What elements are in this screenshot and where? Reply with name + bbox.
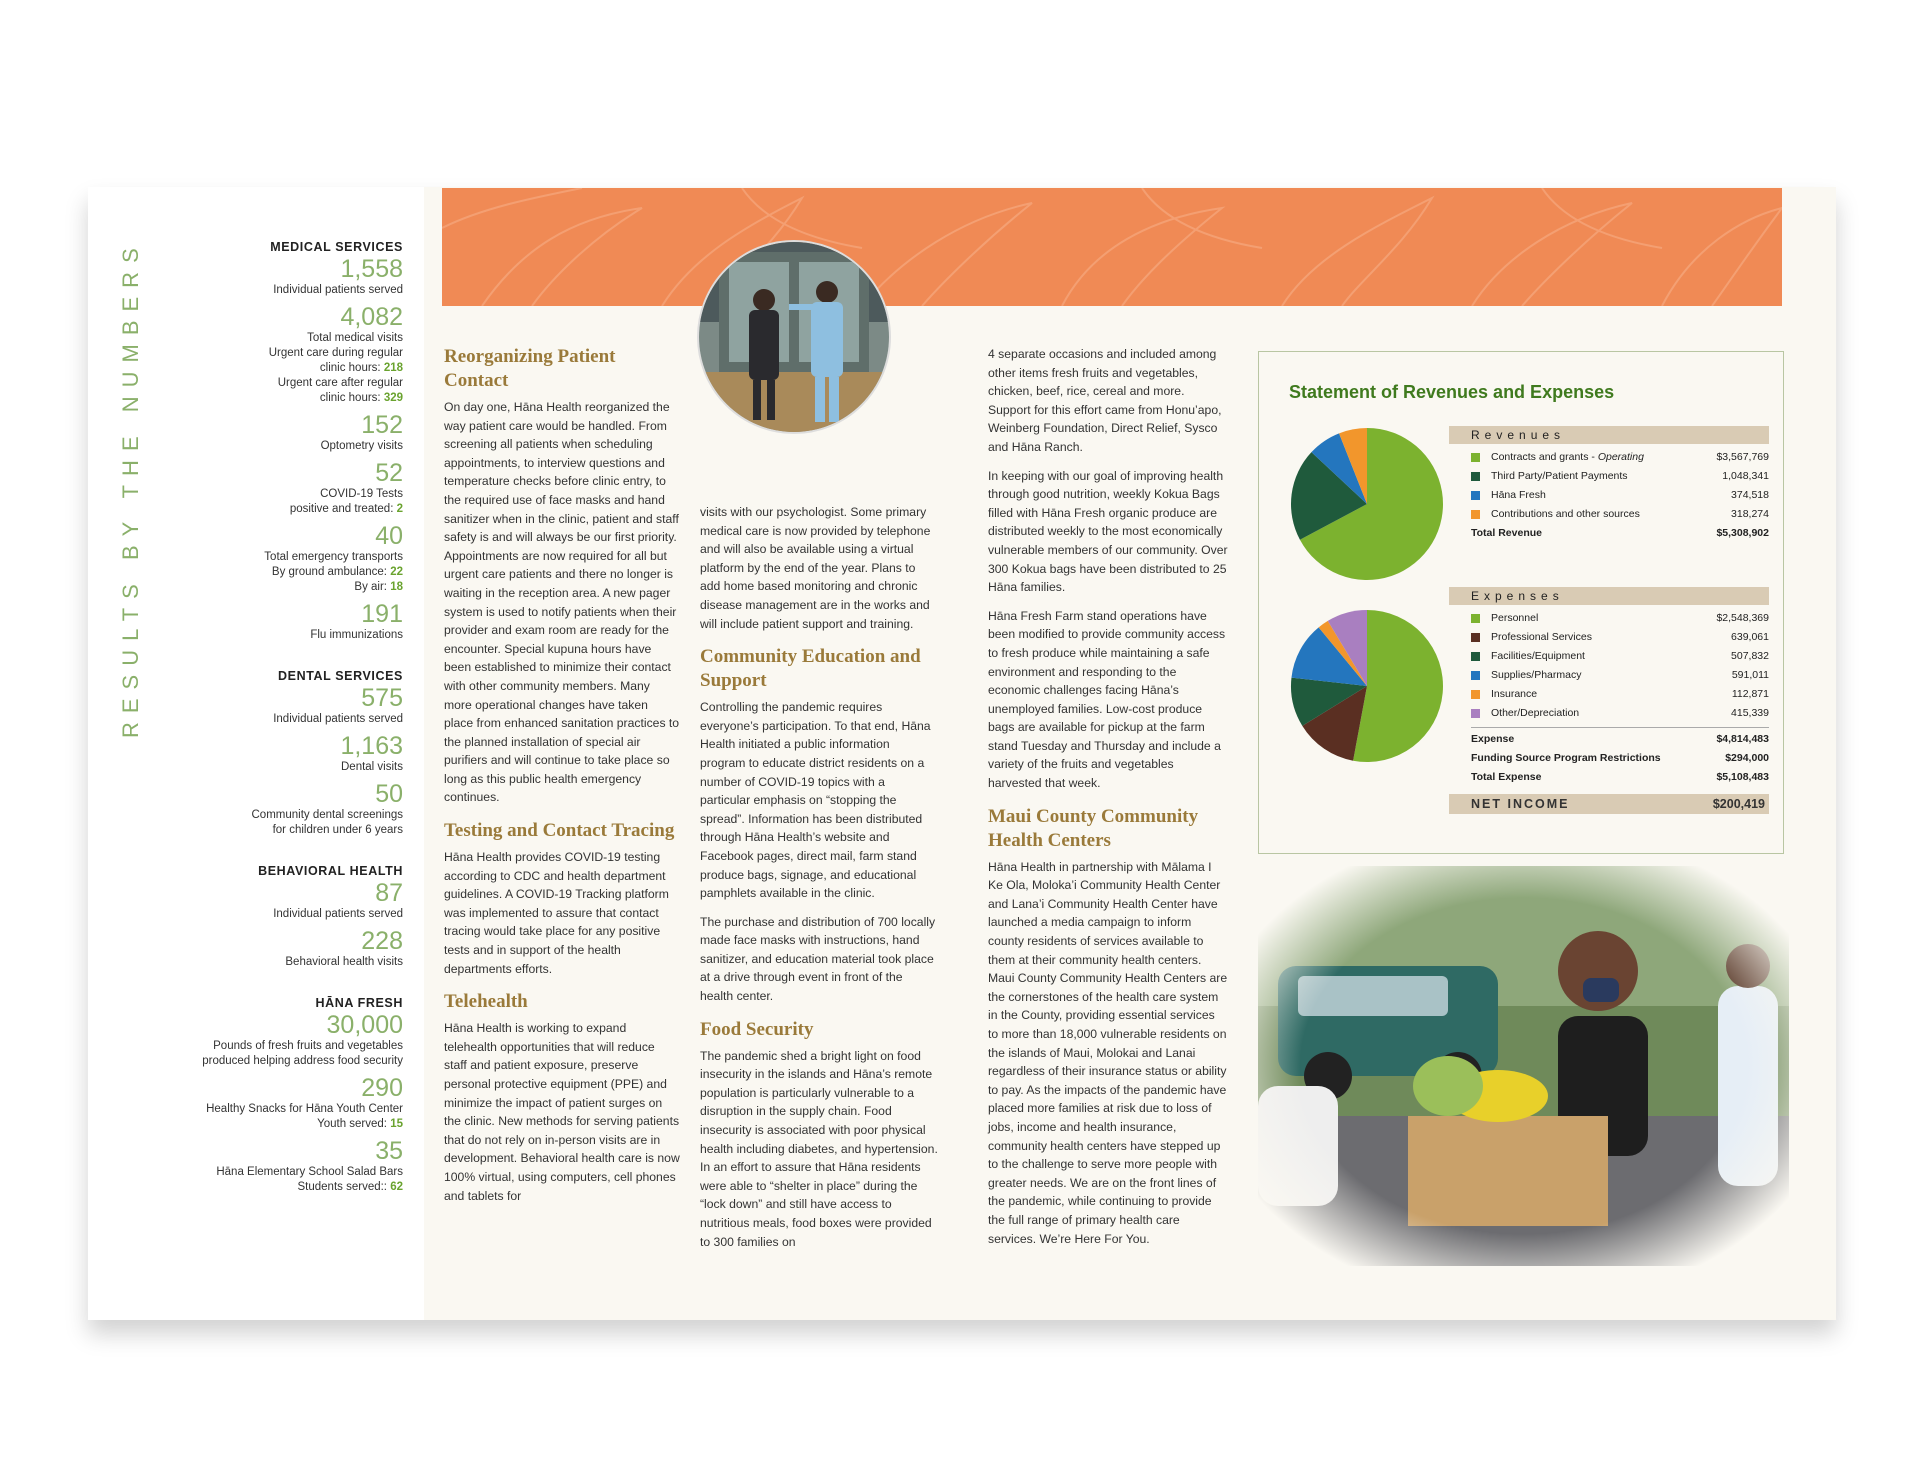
stats-section-title: BEHAVIORAL HEALTH <box>258 864 403 878</box>
stat-item <box>150 304 403 406</box>
clinic-photo-illustration <box>699 242 889 432</box>
stats-section <box>150 864 403 970</box>
total-revenue-row <box>1449 524 1769 543</box>
legend-swatch <box>1471 652 1480 661</box>
stat-number: 191 <box>361 600 403 628</box>
results-stats <box>150 240 403 1221</box>
legend-swatch <box>1471 633 1480 642</box>
expense-summary-value: $294,000 <box>1725 752 1769 764</box>
expense-summary-value: $4,814,483 <box>1716 733 1769 745</box>
net-income-row <box>1449 794 1769 814</box>
stat-label: Behavioral health visits <box>285 956 403 968</box>
stat-number: 228 <box>361 927 403 955</box>
expense-summary-label: Expense <box>1471 733 1515 745</box>
text-reorganizing: On day one, Hāna Health reorganized the way patient care would be handled. From screening all patients when scheduling appointments, to interview questions and temperature checks before clinic entry, to the required use of face masks and hand sanitizer when in the clinic, patient and staff safety is and will always be our first priority. Appointments are now required for all but urgent care patients and there no longer is waiting in the reception area. A new pager system is used to notify patients when their provider and exam room are ready for the encounter. Special kupuna hours have been established to minimize their contact with other community members. Many more operational changes have taken place from enhanced sanitation practices to the planned installation of special air purifiers and will continue to take place so long as this public health emergency continues. <box>444 400 680 805</box>
article-column-3 <box>988 345 1228 1258</box>
heading-reorganizing: Reorganizing Patient Contact <box>444 346 616 391</box>
stat-label: Students served:: 62 <box>297 1181 403 1193</box>
revenue-row <box>1449 448 1769 467</box>
expense-row-label: Professional Services <box>1491 631 1592 643</box>
stat-item <box>150 685 403 727</box>
stat-item <box>150 733 403 775</box>
expense-summary-row <box>1449 730 1769 749</box>
stat-item <box>150 523 403 595</box>
revenue-table <box>1449 426 1769 543</box>
stat-item <box>150 412 403 454</box>
expense-row-label: Personnel <box>1491 612 1539 624</box>
expense-row-value: 112,871 <box>1731 688 1769 700</box>
stat-highlight-value: 62 <box>390 1181 403 1193</box>
revenue-row-value: 318,274 <box>1731 508 1769 520</box>
legend-swatch <box>1471 491 1480 500</box>
clinic-entrance-photo <box>697 240 891 434</box>
expense-row-value: 639,061 <box>1731 631 1769 643</box>
stat-label: By ground ambulance: 22 <box>271 566 403 578</box>
revenue-row-label: Contracts and grants - Operating <box>1491 451 1644 463</box>
expense-pie-chart <box>1289 608 1445 764</box>
expense-divider-line <box>1471 727 1769 728</box>
stat-number: 575 <box>361 684 403 712</box>
expense-row <box>1449 666 1769 685</box>
stat-label: By air: 18 <box>354 581 403 593</box>
stat-item <box>150 460 403 517</box>
stat-label: clinic hours: 218 <box>319 362 403 374</box>
legend-swatch <box>1471 472 1480 481</box>
stat-number: 1,558 <box>340 255 403 283</box>
stat-label: Flu immunizations <box>310 629 403 641</box>
sidebar-title-text: RESULTS BY THE NUMBERS <box>118 239 143 738</box>
expense-row-value: 591,011 <box>1731 669 1769 681</box>
expense-summary-label: Funding Source Program Restrictions <box>1471 752 1661 764</box>
expense-summary-label: Total Expense <box>1471 771 1542 783</box>
sidebar-vertical-title <box>118 239 143 738</box>
stat-number: 1,163 <box>340 732 403 760</box>
revenue-row-label-suffix: Operating <box>1597 451 1644 463</box>
stat-item <box>150 1012 403 1069</box>
heading-maui-county: Maui County Community Health Centers <box>988 805 1199 851</box>
stat-number: 35 <box>375 1137 403 1165</box>
stat-label: for children under 6 years <box>272 824 403 836</box>
text-community-1: Controlling the pandemic requires everyone’s participation. To that end, Hāna Health initiated a public information program to educate district residents on a number of COVID-19 topics with a particular emphasis on “stopping the spread”. Information has been distributed through Hāna Health’s website and Facebook pages, direct mail, farm stand produce bags, signage, and educational pamphlets available in the clinic. <box>700 700 931 901</box>
stat-label: Optometry visits <box>320 440 403 452</box>
article-column-1 <box>444 345 680 1215</box>
stat-label: Pounds of fresh fruits and vegetables <box>213 1040 403 1052</box>
expense-row <box>1449 647 1769 666</box>
text-food-security: The pandemic shed a bright light on food insecurity in the islands and Hāna’s remote population is particularly vulnerable to a disruption in the supply chain. Food insecurity is associated with poor physical health including diabetes, and hypertension. In an effort to assure that Hāna residents were able to “shelter in place” during the “lock down” and still have access to nutritious meals, food boxes were provided to 300 families on <box>700 1048 938 1249</box>
stat-label: Total medical visits <box>307 332 403 344</box>
stat-item <box>150 928 403 970</box>
total-revenue-label: Total Revenue <box>1471 527 1542 539</box>
revenue-row-label: Third Party/Patient Payments <box>1491 470 1628 482</box>
stat-highlight-value: 329 <box>383 392 403 404</box>
financial-statement-box <box>1258 351 1784 854</box>
stat-label: produced helping address food security <box>202 1055 403 1067</box>
article-column-2 <box>700 503 938 1261</box>
expense-row-value: $2,548,369 <box>1716 612 1769 624</box>
text-telehealth-cont: visits with our psychologist. Some primary medical care is now provided by telephone and will also be available using a virtual platform by the end of the year. Plans to add home based monitoring and chronic disease management are in the works and will include patient support and training. <box>700 505 931 631</box>
text-kokua-bags: In keeping with our goal of improving health through good nutrition, weekly Kokua Bags filled with Hāna Fresh organic produce are distributed weekly to the most economically vulnerable members of our community. Over 300 Kokua bags have been distributed to 25 Hāna families. <box>988 468 1228 595</box>
heading-community: Community Education and Support <box>700 646 921 692</box>
stat-item <box>150 256 403 298</box>
stat-label: Dental visits <box>341 761 403 773</box>
financial-statement-title: Statement of Revenues and Expenses <box>1289 382 1615 402</box>
stat-item <box>150 1138 403 1195</box>
expense-summary-row <box>1449 768 1769 787</box>
stat-label: Urgent care during regular <box>268 347 403 359</box>
expense-row <box>1449 704 1769 723</box>
revenue-pie-chart <box>1289 426 1445 582</box>
revenue-row <box>1449 467 1769 486</box>
stat-item <box>150 781 403 838</box>
total-revenue-value: $5,308,902 <box>1716 527 1769 539</box>
revenue-row-value: 1,048,341 <box>1722 470 1769 482</box>
stat-number: 152 <box>361 411 403 439</box>
stat-label: COVID-19 Tests <box>320 488 403 500</box>
stat-highlight-value: 18 <box>390 581 403 593</box>
text-community-2: The purchase and distribution of 700 locally made face masks with instructions, hand sanitizer, and education material took place at a drive through event in front of the health center. <box>700 914 936 1004</box>
text-telehealth: Hāna Health is working to expand telehealth opportunities that will reduce staff and patient exposure, preserve personal protective equipment (PPE) and minimize the impact of patient surges on the clinic. New methods for serving patients that do not rely on in-person visits are in development. Behavioral health care is now 100% virtual, using computers, cell phones and tablets for <box>444 1021 680 1203</box>
heading-food-security: Food Security <box>700 1018 814 1040</box>
stat-highlight-value: 22 <box>390 566 403 578</box>
orange-leaf-banner <box>442 188 1782 306</box>
stat-highlight-value: 218 <box>383 362 403 374</box>
revenue-row <box>1449 505 1769 524</box>
stats-section-title: HĀNA FRESH <box>315 996 403 1010</box>
legend-swatch <box>1471 690 1480 699</box>
expense-row <box>1449 685 1769 704</box>
expense-summary-row <box>1449 749 1769 768</box>
stat-item <box>150 880 403 922</box>
stats-section <box>150 669 403 838</box>
revenue-table-header: Revenues <box>1449 426 1769 444</box>
stat-number: 4,082 <box>340 303 403 331</box>
stat-label: Community dental screenings <box>251 809 403 821</box>
legend-swatch <box>1471 614 1480 623</box>
legend-swatch <box>1471 453 1480 462</box>
stat-highlight-value: 15 <box>390 1118 403 1130</box>
expense-row-label: Other/Depreciation <box>1491 707 1580 719</box>
stat-number: 290 <box>361 1074 403 1102</box>
stat-number: 52 <box>375 459 403 487</box>
stat-label: Individual patients served <box>273 284 403 296</box>
stat-number: 40 <box>375 522 403 550</box>
stats-section-title: MEDICAL SERVICES <box>270 240 403 254</box>
leaf-pattern-graphic <box>442 188 1782 306</box>
expense-row-label: Insurance <box>1491 688 1538 700</box>
net-income-label: NET INCOME <box>1471 797 1570 811</box>
expense-table <box>1449 587 1769 787</box>
legend-swatch <box>1471 510 1480 519</box>
expense-row-value: 507,832 <box>1731 650 1769 662</box>
text-food-cont: 4 separate occasions and included among other items fresh fruits and vegetables, chicken, beef, rice, cereal and more. Support for this effort came from Honu’apo, Weinberg Foundation, Direct Relief, Sysco and Hāna Ranch. <box>988 347 1222 454</box>
revenue-row-label: Hāna Fresh <box>1491 489 1546 501</box>
expense-row-label: Supplies/Pharmacy <box>1491 669 1582 681</box>
stat-number: 30,000 <box>326 1011 403 1039</box>
stat-label: Hāna Elementary School Salad Bars <box>216 1166 403 1178</box>
food-distribution-illustration <box>1258 866 1789 1266</box>
text-maui-county: Hāna Health in partnership with Mālama I Ke Ola, Moloka’i Community Health Center and Lana’i Community Health Center have launched a media campaign to inform county residents of services available to them at their community health centers. Maui County Community Health Centers are the cornerstones of the health care system in the County, providing essential services to more than 18,000 vulnerable residents on the islands of Maui, Molokai and Lanai regardless of their insurance status or ability to pay. As the impacts of the pandemic have placed more families at risk due to loss of jobs, income and health insurance, community health centers have stepped up to the challenge to serve more people with greater needs. We are on the front lines of the pandemic, while continuing to provide the full range of primary health care services. We’re Here For You. <box>988 859 1228 1246</box>
expense-row-label: Facilities/Equipment <box>1491 650 1585 662</box>
stat-label: positive and treated: 2 <box>289 503 403 515</box>
stat-highlight-value: 2 <box>396 503 403 515</box>
stat-label: Youth served: 15 <box>317 1118 403 1130</box>
legend-swatch <box>1471 671 1480 680</box>
stat-number: 50 <box>375 780 403 808</box>
stat-label: Urgent care after regular <box>277 377 403 389</box>
revenue-row <box>1449 486 1769 505</box>
stats-section <box>150 240 403 643</box>
expense-row <box>1449 628 1769 647</box>
legend-swatch <box>1471 709 1480 718</box>
stat-label: clinic hours: 329 <box>319 392 403 404</box>
revenue-row-value: 374,518 <box>1731 489 1769 501</box>
stat-item <box>150 601 403 643</box>
stat-number: 87 <box>375 879 403 907</box>
stat-item <box>150 1075 403 1132</box>
stat-label: Healthy Snacks for Hāna Youth Center <box>206 1103 403 1115</box>
expense-summary-value: $5,108,483 <box>1716 771 1769 783</box>
expense-table-header: Expenses <box>1449 587 1769 605</box>
food-distribution-photo <box>1258 866 1789 1266</box>
stats-section-title: DENTAL SERVICES <box>278 669 403 683</box>
stats-section <box>150 996 403 1195</box>
stat-label: Individual patients served <box>273 713 403 725</box>
text-farm-stand: Hāna Fresh Farm stand operations have been modified to provide community access to fresh produce while maintaining a safe environment and responding to the economic challenges facing Hāna’s unemployed families. Low-cost produce bags are available for pickup at the farm stand Tuesday and Thursday and include a variety of the fruits and vegetables harvested that week. <box>988 608 1226 791</box>
net-income-value: $200,419 <box>1712 797 1765 811</box>
expense-row-value: 415,339 <box>1731 707 1769 719</box>
revenue-row-value: $3,567,769 <box>1716 451 1769 463</box>
expense-row <box>1449 609 1769 628</box>
stat-label: Individual patients served <box>273 908 403 920</box>
revenue-row-label: Contributions and other sources <box>1491 508 1640 520</box>
heading-testing: Testing and Contact Tracing <box>444 820 675 842</box>
text-testing: Hāna Health provides COVID-19 testing according to CDC and health department guidelines. A COVID-19 Tracking platform was implemented to assure that contact tracing would take place for any positive tests and in support of the health departments efforts. <box>444 850 669 976</box>
heading-telehealth: Telehealth <box>444 991 528 1013</box>
stat-label: Total emergency transports <box>264 551 403 563</box>
